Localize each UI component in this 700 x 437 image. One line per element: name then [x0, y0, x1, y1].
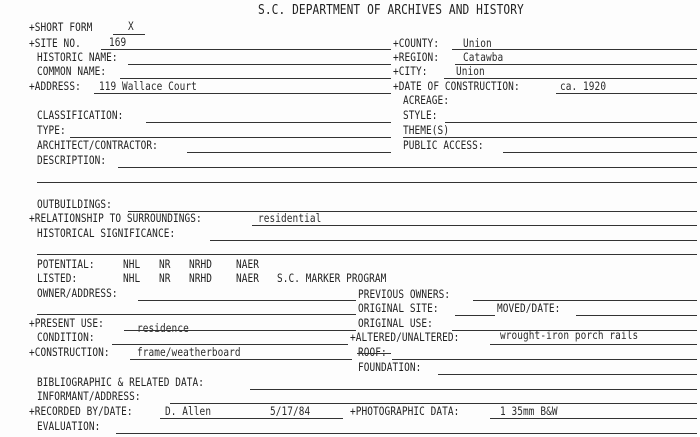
relationship-label: +RELATIONSHIP TO SURROUNDINGS: [29, 211, 202, 225]
region-label: +REGION: [393, 50, 440, 64]
evaluation-line[interactable] [116, 433, 697, 434]
altered-line [490, 344, 697, 345]
city-value[interactable]: Union [456, 64, 485, 78]
recorded-by-date[interactable]: 5/17/84 [270, 404, 311, 418]
historic-name-label: HISTORIC NAME: [37, 50, 118, 64]
address-label: +ADDRESS: [29, 79, 81, 93]
address-value[interactable]: 119 Wallace Court [99, 79, 197, 93]
original-site-label: ORIGINAL SITE: [358, 301, 439, 315]
altered-label: +ALTERED/UNALTERED: [350, 330, 460, 344]
type-label: TYPE: [37, 123, 66, 137]
recorded-by-line [160, 418, 343, 419]
outbuildings-line[interactable] [128, 211, 697, 212]
owner-address-line-2[interactable] [37, 314, 356, 315]
date-of-construction-line [556, 93, 697, 94]
previous-owners-label: PREVIOUS OWNERS: [358, 287, 451, 301]
address-line [94, 93, 391, 94]
historical-significance-label: HISTORICAL SIGNIFICANCE: [37, 226, 176, 240]
short-form-label: +SHORT FORM [29, 20, 93, 34]
construction-value[interactable]: frame/weatherboard [137, 345, 241, 359]
acreage-label: ACREAGE: [403, 93, 450, 107]
roof-strikethrough [357, 353, 391, 354]
public-access-line[interactable] [503, 152, 697, 153]
roof-line[interactable] [392, 359, 697, 360]
bibliographic-label: BIBLIOGRAPHIC & RELATED DATA: [37, 375, 205, 389]
listed-label: LISTED: [37, 271, 78, 285]
date-of-construction-value[interactable]: ca. 1920 [560, 79, 607, 93]
listed-option-naer[interactable]: NAER [236, 271, 260, 285]
outbuildings-label: OUTBUILDINGS: [37, 197, 112, 211]
relationship-value[interactable]: residential [258, 211, 322, 225]
architect-line[interactable] [187, 152, 391, 153]
potential-option-naer[interactable]: NAER [236, 257, 260, 271]
moved-date-label: MOVED/DATE: [497, 301, 561, 315]
foundation-line[interactable] [438, 374, 697, 375]
recorded-by-name[interactable]: D. Allen [165, 404, 212, 418]
foundation-label: FOUNDATION: [358, 360, 422, 374]
photographic-value[interactable]: 1 35mm B&W [500, 404, 558, 418]
classification-line[interactable] [146, 122, 391, 123]
county-value[interactable]: Union [463, 36, 492, 50]
region-value[interactable]: Catawba [463, 50, 504, 64]
moved-date-line[interactable] [576, 315, 697, 316]
construction-label: +CONSTRUCTION: [29, 345, 110, 359]
photographic-line [490, 418, 697, 419]
present-use-value[interactable]: residence [137, 321, 189, 335]
altered-value[interactable]: wrought-iron porch rails [500, 328, 639, 342]
description-line-1[interactable] [118, 167, 697, 168]
themes-label: THEME(S) [403, 123, 450, 137]
county-label: +COUNTY: [393, 36, 440, 50]
evaluation-label: EVALUATION: [37, 419, 101, 433]
informant-label: INFORMANT/ADDRESS: [37, 389, 141, 403]
present-use-label: +PRESENT USE: [29, 316, 104, 330]
potential-option-nhl[interactable]: NHL [123, 257, 141, 271]
bibliographic-line[interactable] [250, 389, 697, 390]
listed-option-nr[interactable]: NR [159, 271, 171, 285]
construction-line [130, 359, 352, 360]
historical-significance-line-2[interactable] [37, 254, 697, 255]
common-name-label: COMMON NAME: [37, 64, 107, 78]
original-site-line[interactable] [455, 315, 495, 316]
photographic-label: +PHOTOGRAPHIC DATA: [350, 404, 460, 418]
short-form-value[interactable]: X [128, 19, 134, 33]
style-label: STYLE: [403, 108, 438, 122]
form-title: S.C. DEPARTMENT OF ARCHIVES AND HISTORY [258, 3, 524, 18]
style-line[interactable] [445, 122, 697, 123]
classification-label: CLASSIFICATION: [37, 108, 124, 122]
listed-option-nrhd[interactable]: NRHD [189, 271, 213, 285]
date-of-construction-label: +DATE OF CONSTRUCTION: [393, 79, 520, 93]
description-line-2[interactable] [37, 182, 697, 183]
present-use-line [124, 330, 356, 331]
site-no-value[interactable]: 169 [109, 35, 127, 49]
potential-label: POTENTIAL: [37, 257, 95, 271]
potential-option-nr[interactable]: NR [159, 257, 171, 271]
condition-label: CONDITION: [37, 330, 95, 344]
historic-name-line[interactable] [128, 64, 391, 65]
relationship-line [252, 225, 697, 226]
site-no-line [101, 49, 391, 50]
historical-significance-line-1[interactable] [210, 240, 697, 241]
architect-label: ARCHITECT/CONTRACTOR: [37, 138, 158, 152]
site-no-label: +SITE NO. [29, 36, 81, 50]
listed-option-nhl[interactable]: NHL [123, 271, 141, 285]
potential-option-nrhd[interactable]: NRHD [189, 257, 213, 271]
public-access-label: PUBLIC ACCESS: [403, 138, 484, 152]
original-use-label: ORIGINAL USE: [358, 316, 433, 330]
owner-address-label: OWNER/ADDRESS: [37, 286, 118, 300]
owner-address-line[interactable] [138, 300, 356, 301]
region-line [455, 64, 697, 65]
city-label: +CITY: [393, 64, 428, 78]
recorded-by-label: +RECORDED BY/DATE: [29, 404, 133, 418]
description-label: DESCRIPTION: [37, 153, 107, 167]
roof-label: ROOF: [358, 345, 387, 359]
listed-option-marker[interactable]: S.C. MARKER PROGRAM [277, 271, 387, 285]
